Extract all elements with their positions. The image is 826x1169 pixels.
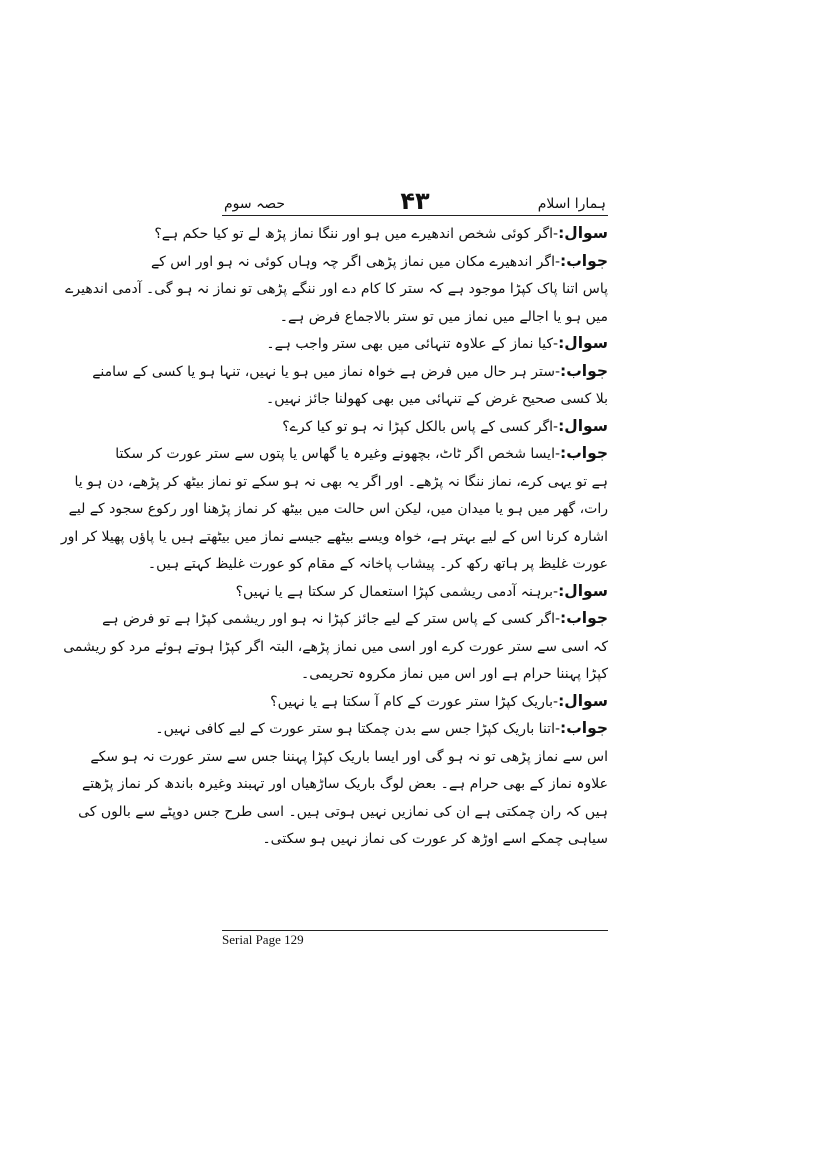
text-line: سوال:-برہنہ آدمی ریشمی کپڑا استعمال کر سکتا ہے یا نہیں؟ <box>235 581 608 600</box>
text-line: عورت غلیظ پر ہاتھ رکھ کر۔ پیشاب پاخانہ کے مقام کو عورت غلیظ کہتے ہیں۔ <box>147 556 608 572</box>
text-line: جواب:-ستر ہر حال میں فرض ہے خواہ نماز میں ہو یا نہیں، تنہا ہو یا کسی کے سامنے <box>92 361 608 380</box>
text-line: سوال:-کیا نماز کے علاوہ تنہائی میں بھی ستر واجب ہے۔ <box>266 334 608 352</box>
text-line: بلا کسی صحیح غرض کے تنہائی میں بھی کھولنا جائز نہیں۔ <box>266 391 608 407</box>
text-line: ہیں کہ ران چمکتی ہے ان کی نمازیں نہیں ہوتی ہیں۔ اسی طرح جس دوپٹے سے بالوں کی <box>78 803 608 820</box>
text-line: جواب:-اتنا باریک کپڑا جس سے بدن چمکتا ہو ستر عورت کے لیے کافی نہیں۔ <box>155 719 608 737</box>
section-title: حصہ سوم <box>224 196 286 212</box>
text-line: علاوہ نماز کے بھی حرام ہے۔ بعض لوگ باریک ساڑھیاں اور تہبند وغیرہ باندھ کر نماز پڑھتے <box>82 776 608 792</box>
serial-page-label: Serial Page 129 <box>222 932 304 947</box>
text-line: میں ہو یا اجالے میں نماز میں تو ستر بالاجماع فرض ہے۔ <box>279 308 608 325</box>
text-line: رات، گھر میں ہو یا میدان میں، لیکن اس حالت میں بیٹھ کر نماز پڑھنا اور رکوع سجود کے لیے <box>68 501 608 517</box>
text-line: سیاہی چمکے اسے اوڑھ کر عورت کی نماز نہیں ہو سکتی۔ <box>262 831 608 847</box>
text-line: ہے تو یہی کرے، نماز ننگا نہ پڑھے۔ اور اگر یہ بھی نہ ہو سکے تو نماز بیٹھ کر پڑھے، دن ہو یا <box>74 473 608 490</box>
text-line: اشارہ کرنا اس کے لیے بہتر ہے، خواہ ویسے بیٹھے جیسے نماز میں بیٹھتے ہیں یا پاؤں پھیلا کر اور <box>60 528 608 545</box>
text-line: سوال:-اگر کسی کے پاس بالکل کپڑا نہ ہو تو کیا کرے؟ <box>282 416 608 435</box>
page-number: ۴۳ <box>400 187 430 215</box>
text-line: جواب:-اگر کسی کے پاس ستر کے لیے جائز کپڑا نہ ہو اور ریشمی کپڑا ہے تو فرض ہے <box>102 609 608 627</box>
text-line: سوال:-باریک کپڑا ستر عورت کے کام آ سکتا ہے یا نہیں؟ <box>270 691 608 710</box>
footer-divider <box>222 930 608 931</box>
page-header <box>222 185 608 216</box>
page-body <box>60 220 608 853</box>
text-line: پاس اتنا پاک کپڑا موجود ہے کہ ستر کا کام دے اور ننگے پڑھی تو نماز نہ ہو گی۔ آدمی اندھیرے <box>65 281 608 297</box>
text-line: اس سے نماز پڑھی تو نہ ہو گی اور ایسا باریک کپڑا پہننا جس سے ستر عورت نہ ہو سکے <box>90 748 608 765</box>
book-title: ہمارا اسلام <box>537 196 606 212</box>
text-line: جواب:-اگر اندھیرے مکان میں نماز پڑھی اگر چہ وہاں کوئی نہ ہو اور اس کے <box>150 251 608 270</box>
text-line: جواب:-ایسا شخص اگر ٹاٹ، بچھونے وغیرہ یا گھاس یا پتوں سے ستر عورت کر سکتا <box>115 444 608 462</box>
text-line: کہ اسی سے ستر عورت کرے اور اسی میں نماز پڑھے، البتہ اگر کپڑا ہوتے ہوئے مرد کو ریشمی <box>63 638 608 655</box>
text-line: کپڑا پہننا حرام ہے اور اس میں نماز مکروہ تحریمی۔ <box>301 666 608 682</box>
text-line: سوال:-اگر کوئی شخص اندھیرے میں ہو اور ننگا نماز پڑھ لے تو کیا حکم ہے؟ <box>154 224 608 242</box>
